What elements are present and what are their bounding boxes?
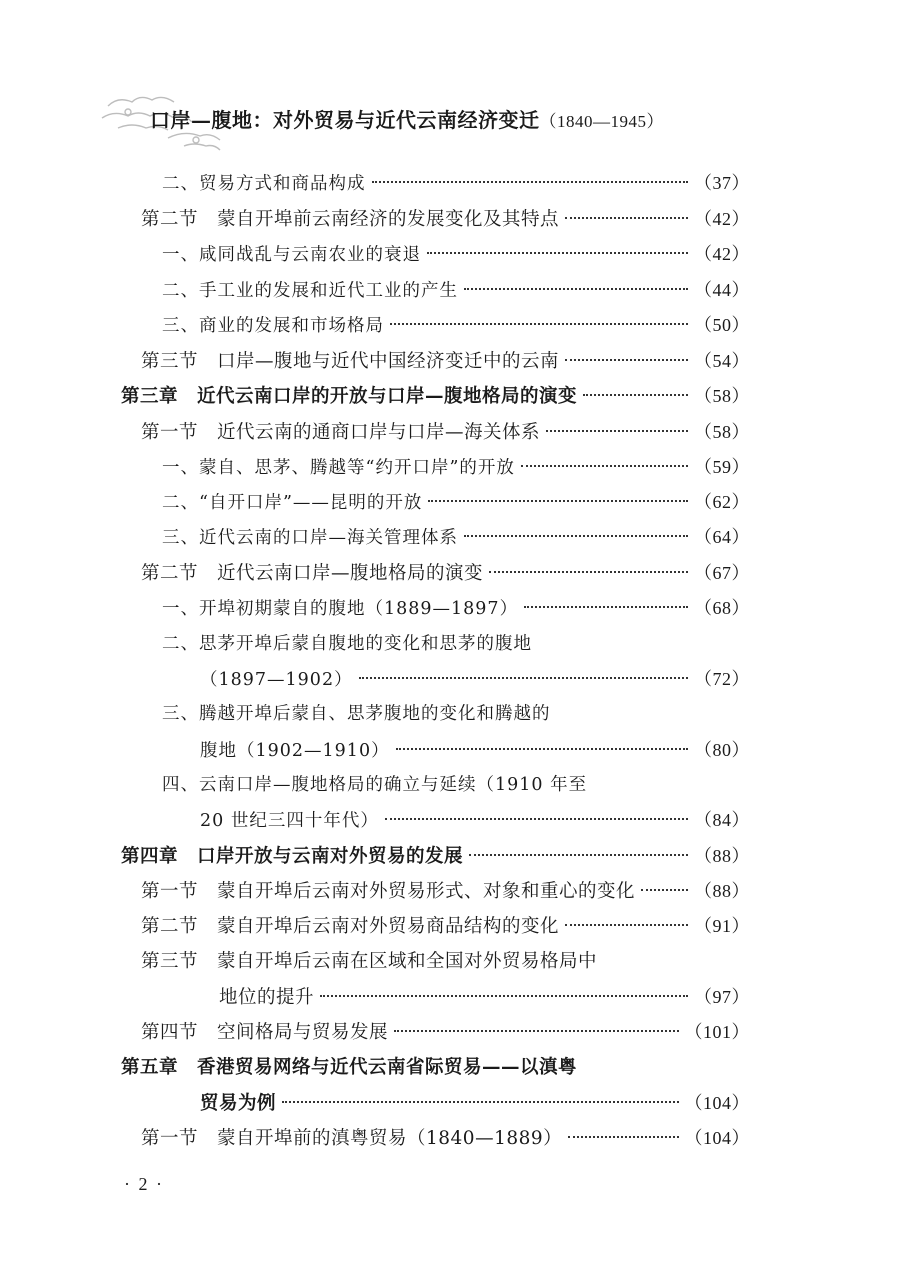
toc-entry-label: 第二节 近代云南口岸—腹地格局的演变 [141, 563, 484, 584]
toc-entry-label: 二、“自开口岸”——昆明的开放 [162, 493, 423, 513]
toc-entry-label: 第三节 蒙自开埠后云南在区域和全国对外贸易格局中 [141, 951, 598, 972]
toc-entry-line2[interactable] [219, 982, 750, 1012]
toc-entry-page: （64） [694, 527, 750, 547]
toc-entry-label: 二、手工业的发展和近代工业的产生 [162, 281, 458, 301]
toc-entry[interactable] [162, 168, 750, 198]
toc-entry-line2[interactable] [200, 805, 750, 835]
toc-chapter[interactable] [121, 841, 750, 871]
toc-entry-label: 二、贸易方式和商品构成 [162, 174, 366, 194]
toc-entry-label: 四、云南口岸—腹地格局的确立与延续（1910 年至 [162, 775, 588, 795]
page-number: · 2 · [124, 1174, 164, 1194]
toc-entry-page: （58） [694, 422, 750, 442]
dot-leader [396, 748, 688, 750]
toc-entry-page: （91） [694, 916, 750, 936]
dot-leader [524, 606, 688, 608]
toc-entry-label: 一、咸同战乱与云南农业的衰退 [162, 245, 421, 265]
dot-leader [641, 889, 688, 891]
toc-entry-page: （50） [694, 315, 750, 335]
toc-entry[interactable] [162, 275, 750, 305]
toc-chapter-page: （88） [694, 846, 750, 866]
toc-chapter-label-cont: 贸易为例 [200, 1093, 277, 1114]
toc-entry-page: （42） [694, 209, 750, 229]
dot-leader [568, 1136, 678, 1138]
dot-leader [359, 677, 688, 679]
toc-entry[interactable] [141, 911, 750, 941]
toc-entry-page: （88） [694, 881, 750, 901]
dot-leader [394, 1030, 678, 1032]
toc-entry-label: 一、开埠初期蒙自的腹地（1889—1897） [162, 599, 519, 619]
toc-chapter[interactable] [121, 381, 750, 411]
toc-entry[interactable] [141, 204, 750, 234]
toc-entry[interactable] [141, 876, 750, 906]
toc-entry-page: （44） [694, 280, 750, 300]
toc-entry-label-cont: 腹地（1902—1910） [200, 741, 390, 761]
dot-leader [489, 571, 688, 573]
toc-entry[interactable] [162, 522, 750, 552]
toc-entry[interactable] [141, 417, 750, 447]
book-title-years: （1840—1945） [539, 112, 664, 131]
toc-entry-page: （101） [684, 1022, 750, 1042]
toc-entry[interactable] [141, 346, 750, 376]
dot-leader [282, 1101, 678, 1103]
toc-entry-page: （104） [684, 1128, 750, 1148]
dot-leader [546, 430, 688, 432]
toc-entry[interactable] [162, 452, 750, 482]
toc-entry-page: （54） [694, 351, 750, 371]
toc-entry-page: （84） [694, 810, 750, 830]
toc-entry-label: 第二节 蒙自开埠前云南经济的发展变化及其特点 [141, 209, 560, 230]
toc-chapter-label: 第五章 香港贸易网络与近代云南省际贸易——以滇粤 [121, 1057, 578, 1078]
dot-leader [320, 995, 688, 997]
toc-entry[interactable] [141, 1017, 750, 1047]
dot-leader [372, 181, 689, 183]
dot-leader [565, 217, 688, 219]
toc-entry-page: （59） [694, 457, 750, 477]
toc-entry-label: 一、蒙自、思茅、腾越等“约开口岸”的开放 [162, 458, 515, 478]
toc-entry-label: 第三节 口岸—腹地与近代中国经济变迁中的云南 [141, 351, 560, 372]
toc-entry-label-cont: （1897—1902） [200, 670, 353, 690]
toc-entry-line1[interactable] [162, 699, 750, 729]
toc-chapter-label: 第四章 口岸开放与云南对外贸易的发展 [121, 846, 464, 867]
dot-leader [521, 465, 688, 467]
toc-entry-label: 二、思茅开埠后蒙自腹地的变化和思茅的腹地 [162, 634, 532, 654]
toc-entry-page: （37） [694, 173, 750, 193]
dot-leader [583, 394, 688, 396]
toc-entry-line2[interactable] [200, 735, 750, 765]
dot-leader [464, 288, 688, 290]
dot-leader [427, 252, 688, 254]
dot-leader [565, 359, 688, 361]
toc-entry-page: （67） [694, 563, 750, 583]
book-title-text: 口岸—腹地：对外贸易与近代云南经济变迁 [150, 108, 540, 132]
dot-leader [390, 323, 688, 325]
toc-entry-line2[interactable] [200, 664, 750, 694]
toc-entry-label: 第四节 空间格局与贸易发展 [141, 1022, 389, 1043]
toc-entry-line1[interactable] [141, 947, 750, 977]
dot-leader [469, 854, 688, 856]
toc-entry-label: 第一节 蒙自开埠前的滇粤贸易（1840—1889） [141, 1128, 563, 1149]
toc-entry-label: 第一节 蒙自开埠后云南对外贸易形式、对象和重心的变化 [141, 881, 636, 902]
toc-entry[interactable] [162, 239, 750, 269]
toc-entry-page: （72） [694, 669, 750, 689]
toc-entry-label: 三、腾越开埠后蒙自、思茅腹地的变化和腾越的 [162, 704, 551, 724]
toc-entry-line1[interactable] [162, 770, 750, 800]
toc-chapter-page: （58） [694, 386, 750, 406]
toc-entry-label: 三、商业的发展和市场格局 [162, 316, 384, 336]
toc-entry-label: 第一节 近代云南的通商口岸与口岸—海关体系 [141, 422, 541, 443]
toc-chapter-line1[interactable] [121, 1053, 750, 1083]
toc-entry-line1[interactable] [162, 629, 750, 659]
toc-entry[interactable] [141, 558, 750, 588]
toc-entry-page: （80） [694, 740, 750, 760]
toc-entry[interactable] [162, 593, 750, 623]
dot-leader [385, 818, 688, 820]
toc-entry-label: 三、近代云南的口岸—海关管理体系 [162, 528, 458, 548]
toc-entry-page: （42） [694, 244, 750, 264]
dot-leader [428, 500, 688, 502]
toc-entry[interactable] [141, 1123, 750, 1153]
toc-entry[interactable] [162, 487, 750, 517]
toc-entry-label-cont: 20 世纪三四十年代） [200, 811, 379, 831]
toc-entry-label: 第二节 蒙自开埠后云南对外贸易商品结构的变化 [141, 916, 560, 937]
toc-entry-label-cont: 地位的提升 [219, 987, 315, 1008]
toc-chapter-label: 第三章 近代云南口岸的开放与口岸—腹地格局的演变 [121, 386, 578, 407]
toc-entry-page: （97） [694, 987, 750, 1007]
dot-leader [464, 535, 688, 537]
dot-leader [565, 924, 688, 926]
toc-entry-page: （62） [694, 492, 750, 512]
toc-entry-page: （68） [694, 598, 750, 618]
toc-entry[interactable] [162, 310, 750, 340]
toc-chapter-page: （104） [684, 1093, 750, 1113]
toc-chapter-line2[interactable] [200, 1088, 750, 1118]
